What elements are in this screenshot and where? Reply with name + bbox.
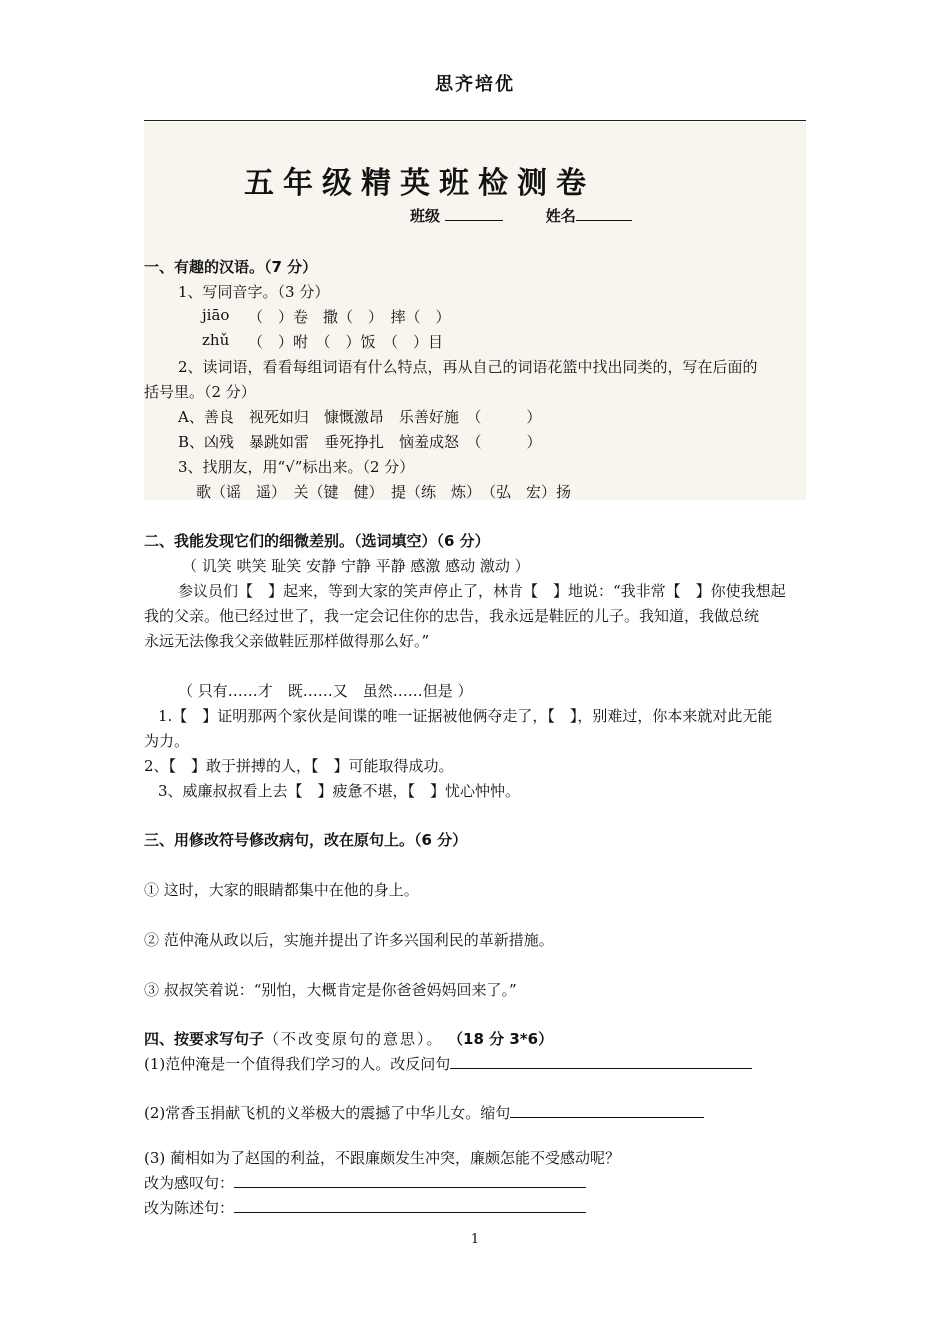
s1-q1-items-1: （ ）卷 撒（ ） 摔（ ）: [248, 308, 451, 326]
s3-sentence3: ③ 叔叔笑着说：“别怕，大概肯定是你爸爸妈妈回来了。”: [144, 981, 517, 999]
s2-sentence1-line1: 1.【 】证明那两个家伙是间谍的唯一证据被他俩夺走了，【 】，别难过，你本来就对此无能: [158, 707, 773, 725]
s1-q3: 3、找朋友，用“√”标出来。（2 分）: [178, 458, 415, 476]
s1-q3-items: 歌（谣 遥） 关（键 健） 提（练 炼） （弘 宏）扬: [196, 483, 572, 501]
class-name-line: [410, 205, 632, 226]
section3-heading: 三、用修改符号修改病句，改在原句上。（6 分）: [144, 831, 468, 849]
s4-q3-a-label: 改为感叹句：: [144, 1174, 235, 1192]
s4-q3: (3) 蔺相如为了赵国的利益，不跟廉颇发生冲突，廉颇怎能不受感动呢？: [144, 1149, 621, 1167]
section4-heading-score: （18 分 3*6）: [455, 1030, 554, 1048]
s1-q2-line2: 括号里。（2 分）: [144, 383, 256, 401]
s2-para-line1: 参议员们【 】起来，等到大家的笑声停止了，林肯【 】地说：“我非常【 】你使我想起: [178, 582, 786, 600]
s1-q1: 1、写同音字。（3 分）: [178, 283, 330, 301]
s4-q3-a-answer-line[interactable]: [234, 1175, 586, 1188]
section4-heading-note: （不改变原句的意思）。: [264, 1030, 444, 1048]
page-title: 五年级精英班检测卷: [244, 166, 595, 201]
s4-q3-declarative: [144, 1197, 586, 1218]
s4-q2-answer-line[interactable]: [510, 1105, 704, 1118]
s4-q2-text: (2)常香玉捐献飞机的义举极大的震撼了中华儿女。缩句: [144, 1104, 511, 1122]
s1-q2-b: B、凶残 暴跳如雷 垂死挣扎 恼羞成怒 （ ）: [178, 433, 542, 451]
section4-heading: [144, 1028, 553, 1049]
s1-q1-pinyin-1: jiāo: [202, 306, 230, 324]
s2-sentence3: 3、威廉叔叔看上去【 】疲惫不堪，【 】忧心忡忡。: [158, 782, 521, 800]
s4-q3-exclamatory: [144, 1172, 586, 1193]
s2-para-line2: 我的父亲。他已经过世了，我一定会记住你的忠告，我永远是鞋匠的儿子。我知道，我做总统: [144, 607, 760, 625]
s4-q1-answer-line[interactable]: [450, 1056, 752, 1069]
s4-q1-text: (1)范仲淹是一个值得我们学习的人。改反问句: [144, 1055, 451, 1073]
s2-sentence2: 2、【 】敢于拼搏的人，【 】可能取得成功。: [144, 757, 454, 775]
s1-q1-items-2: （ ）咐 （ ）饭 （ ）目: [248, 333, 444, 351]
name-label: 姓名: [545, 207, 576, 225]
section2-heading: 二、我能发现它们的细微差别。（选词填空）（6 分）: [144, 532, 490, 550]
s1-q2-a: A、善良 视死如归 慷慨激昂 乐善好施 （ ）: [178, 408, 542, 426]
s2-word-bank: （ 讥笑 哄笑 耻笑 安静 宁静 平静 感激 感动 激动 ）: [182, 557, 530, 575]
header-brand: 思齐培优: [435, 74, 515, 95]
name-field[interactable]: [576, 206, 632, 221]
header-rule: [144, 120, 806, 121]
s3-sentence2: ② 范仲淹从政以后，实施并提出了许多兴国利民的革新措施。: [144, 931, 554, 949]
s1-q2-line1: 2、读词语，看看每组词语有什么特点，再从自己的词语花篮中找出同类的，写在后面的: [178, 358, 758, 376]
s1-q1-pinyin-2: zhǔ: [202, 331, 230, 349]
page-number: 1: [470, 1232, 480, 1247]
s4-q2: [144, 1102, 704, 1123]
s2-sentence1-line2: 为力。: [144, 732, 190, 750]
s2-para-line3: 永远无法像我父亲做鞋匠那样做得那么好。”: [144, 632, 430, 650]
s4-q3-b-answer-line[interactable]: [234, 1200, 586, 1213]
section1-heading: 一、有趣的汉语。（7 分）: [144, 258, 318, 276]
class-label: 班级: [410, 207, 441, 225]
s4-q3-b-label: 改为陈述句：: [144, 1199, 235, 1217]
class-field[interactable]: [445, 206, 503, 221]
s2-conj-bank: （ 只有……才 既……又 虽然……但是 ）: [178, 682, 473, 700]
section4-heading-main: 四、按要求写句子: [144, 1030, 265, 1048]
s3-sentence1: ① 这时，大家的眼睛都集中在他的身上。: [144, 881, 419, 899]
s4-q1: [144, 1053, 752, 1074]
